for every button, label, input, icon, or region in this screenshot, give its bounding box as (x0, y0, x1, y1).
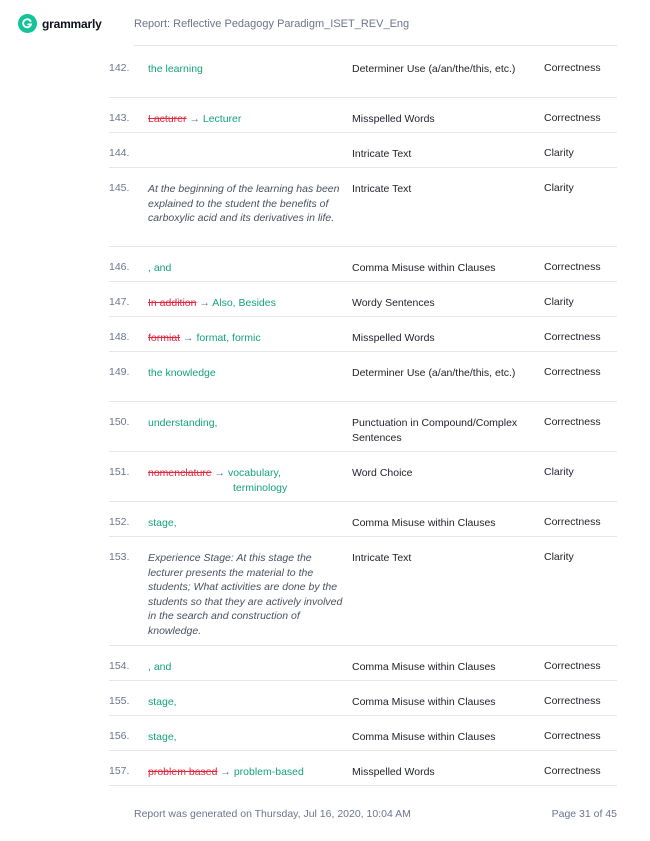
issue-type: Comma Misuse within Clauses (352, 731, 496, 743)
removed-text: problem based (148, 766, 218, 778)
row-number: 148. (109, 331, 130, 343)
issue-category: Correctness (544, 516, 601, 528)
issue-category: Correctness (544, 695, 601, 707)
suggestion-text: , and (148, 262, 172, 274)
row-number: 154. (109, 660, 130, 672)
grammarly-g-icon (18, 14, 37, 33)
suggestion-text (148, 296, 343, 311)
row-number: 147. (109, 296, 130, 308)
row-number: 151. (109, 466, 130, 478)
removed-text: In addition (148, 297, 197, 309)
issue-type: Wordy Sentences (352, 297, 435, 309)
issue-category: Correctness (544, 62, 601, 74)
table-row (109, 133, 617, 168)
suggestion-text: stage, (148, 696, 177, 708)
row-number: 156. (109, 730, 130, 742)
row-number: 143. (109, 112, 130, 124)
issue-type: Misspelled Words (352, 113, 435, 125)
issue-category: Clarity (544, 147, 574, 159)
arrow-right-icon: → (183, 332, 194, 344)
issue-type: Comma Misuse within Clauses (352, 517, 496, 529)
row-number: 153. (109, 551, 130, 563)
replacement-text: Also, Besides (212, 297, 276, 309)
table-row (109, 48, 617, 98)
issue-type: Punctuation in Compound/Complex Sentences (352, 417, 518, 444)
table-row (109, 502, 617, 537)
replacement-text: Lecturer (202, 113, 242, 125)
row-number: 150. (109, 416, 130, 428)
issue-type: Intricate Text (352, 148, 412, 160)
issue-category: Clarity (544, 296, 574, 308)
replacement-text: format, formic (196, 332, 261, 344)
issue-category: Correctness (544, 730, 601, 742)
row-number: 157. (109, 765, 130, 777)
report-generated-note: Report was generated on Thursday, Jul 16, 2020, 10:04 AM (134, 808, 411, 820)
issue-type: Misspelled Words (352, 766, 435, 778)
row-number: 152. (109, 516, 130, 528)
arrow-right-icon: → (189, 113, 200, 125)
report-header (0, 0, 650, 48)
page-number: Page 31 of 45 (551, 808, 617, 820)
replacement-text: problem-based (233, 766, 304, 778)
issue-category: Clarity (544, 182, 574, 194)
issue-category: Clarity (544, 551, 574, 563)
header-divider (134, 45, 617, 46)
table-row (109, 646, 617, 681)
row-number: 145. (109, 182, 130, 194)
issue-type: Misspelled Words (352, 332, 435, 344)
removed-text: Lacturer (148, 113, 187, 125)
brand-name: grammarly (42, 16, 102, 31)
table-row (109, 402, 617, 452)
issue-type: Determiner Use (a/an/the/this, etc.) (352, 367, 516, 379)
table-row (109, 681, 617, 716)
table-row (109, 537, 617, 646)
table-row (109, 716, 617, 751)
replacement-text: terminology (233, 481, 288, 494)
arrow-right-icon: → (220, 766, 231, 778)
arrow-right-icon: → (199, 297, 210, 309)
suggestion-text (148, 331, 343, 346)
suggestion-text (148, 112, 343, 127)
row-number: 142. (109, 62, 130, 74)
issue-category: Correctness (544, 366, 601, 378)
intricate-sentence: Experience Stage: At this stage the lecturer presents the material to the students; What activities are done by the students so that they are actively involved in the search and construction of knowledge. (148, 552, 343, 637)
table-row (109, 282, 617, 317)
arrow-right-icon: → (214, 467, 226, 479)
issue-category: Correctness (544, 765, 601, 777)
table-row (109, 247, 617, 282)
issue-category: Correctness (544, 416, 601, 428)
row-number: 155. (109, 695, 130, 707)
table-row (109, 168, 617, 247)
issue-type: Comma Misuse within Clauses (352, 661, 496, 673)
intricate-sentence: At the beginning of the learning has been explained to the student the benefits of carboxylic acid and its derivatives in life. (148, 183, 340, 224)
row-number: 149. (109, 366, 130, 378)
suggestions-table (0, 48, 650, 786)
table-row (109, 317, 617, 352)
table-row (109, 352, 617, 402)
issue-type: Comma Misuse within Clauses (352, 696, 496, 708)
issue-category: Correctness (544, 660, 601, 672)
suggestion-text (148, 765, 343, 780)
removed-text: nomenclature (148, 467, 212, 479)
table-row (109, 751, 617, 786)
replacement-text: vocabulary, (227, 467, 281, 479)
issue-type: Determiner Use (a/an/the/this, etc.) (352, 63, 516, 75)
issue-type: Intricate Text (352, 552, 412, 564)
suggestion-text (148, 466, 343, 495)
issue-category: Clarity (544, 466, 574, 478)
suggestion-text: understanding, (148, 417, 218, 429)
issue-category: Correctness (544, 261, 601, 273)
suggestion-text: the learning (148, 63, 203, 75)
issue-type: Word Choice (352, 467, 413, 479)
issue-category: Correctness (544, 331, 601, 343)
removed-text: formiat (148, 332, 181, 344)
issue-category: Correctness (544, 112, 601, 124)
suggestion-text: stage, (148, 517, 177, 529)
table-row (109, 98, 617, 133)
issue-type: Comma Misuse within Clauses (352, 262, 496, 274)
suggestion-text: stage, (148, 731, 177, 743)
suggestion-text: , and (148, 661, 172, 673)
grammarly-logo (18, 14, 102, 33)
row-number: 146. (109, 261, 130, 273)
table-row (109, 452, 617, 502)
issue-type: Intricate Text (352, 183, 412, 195)
suggestion-text: the knowledge (148, 367, 216, 379)
report-title: Report: Reflective Pedagogy Paradigm_ISET_REV_Eng (134, 18, 410, 30)
row-number: 144. (109, 147, 130, 159)
